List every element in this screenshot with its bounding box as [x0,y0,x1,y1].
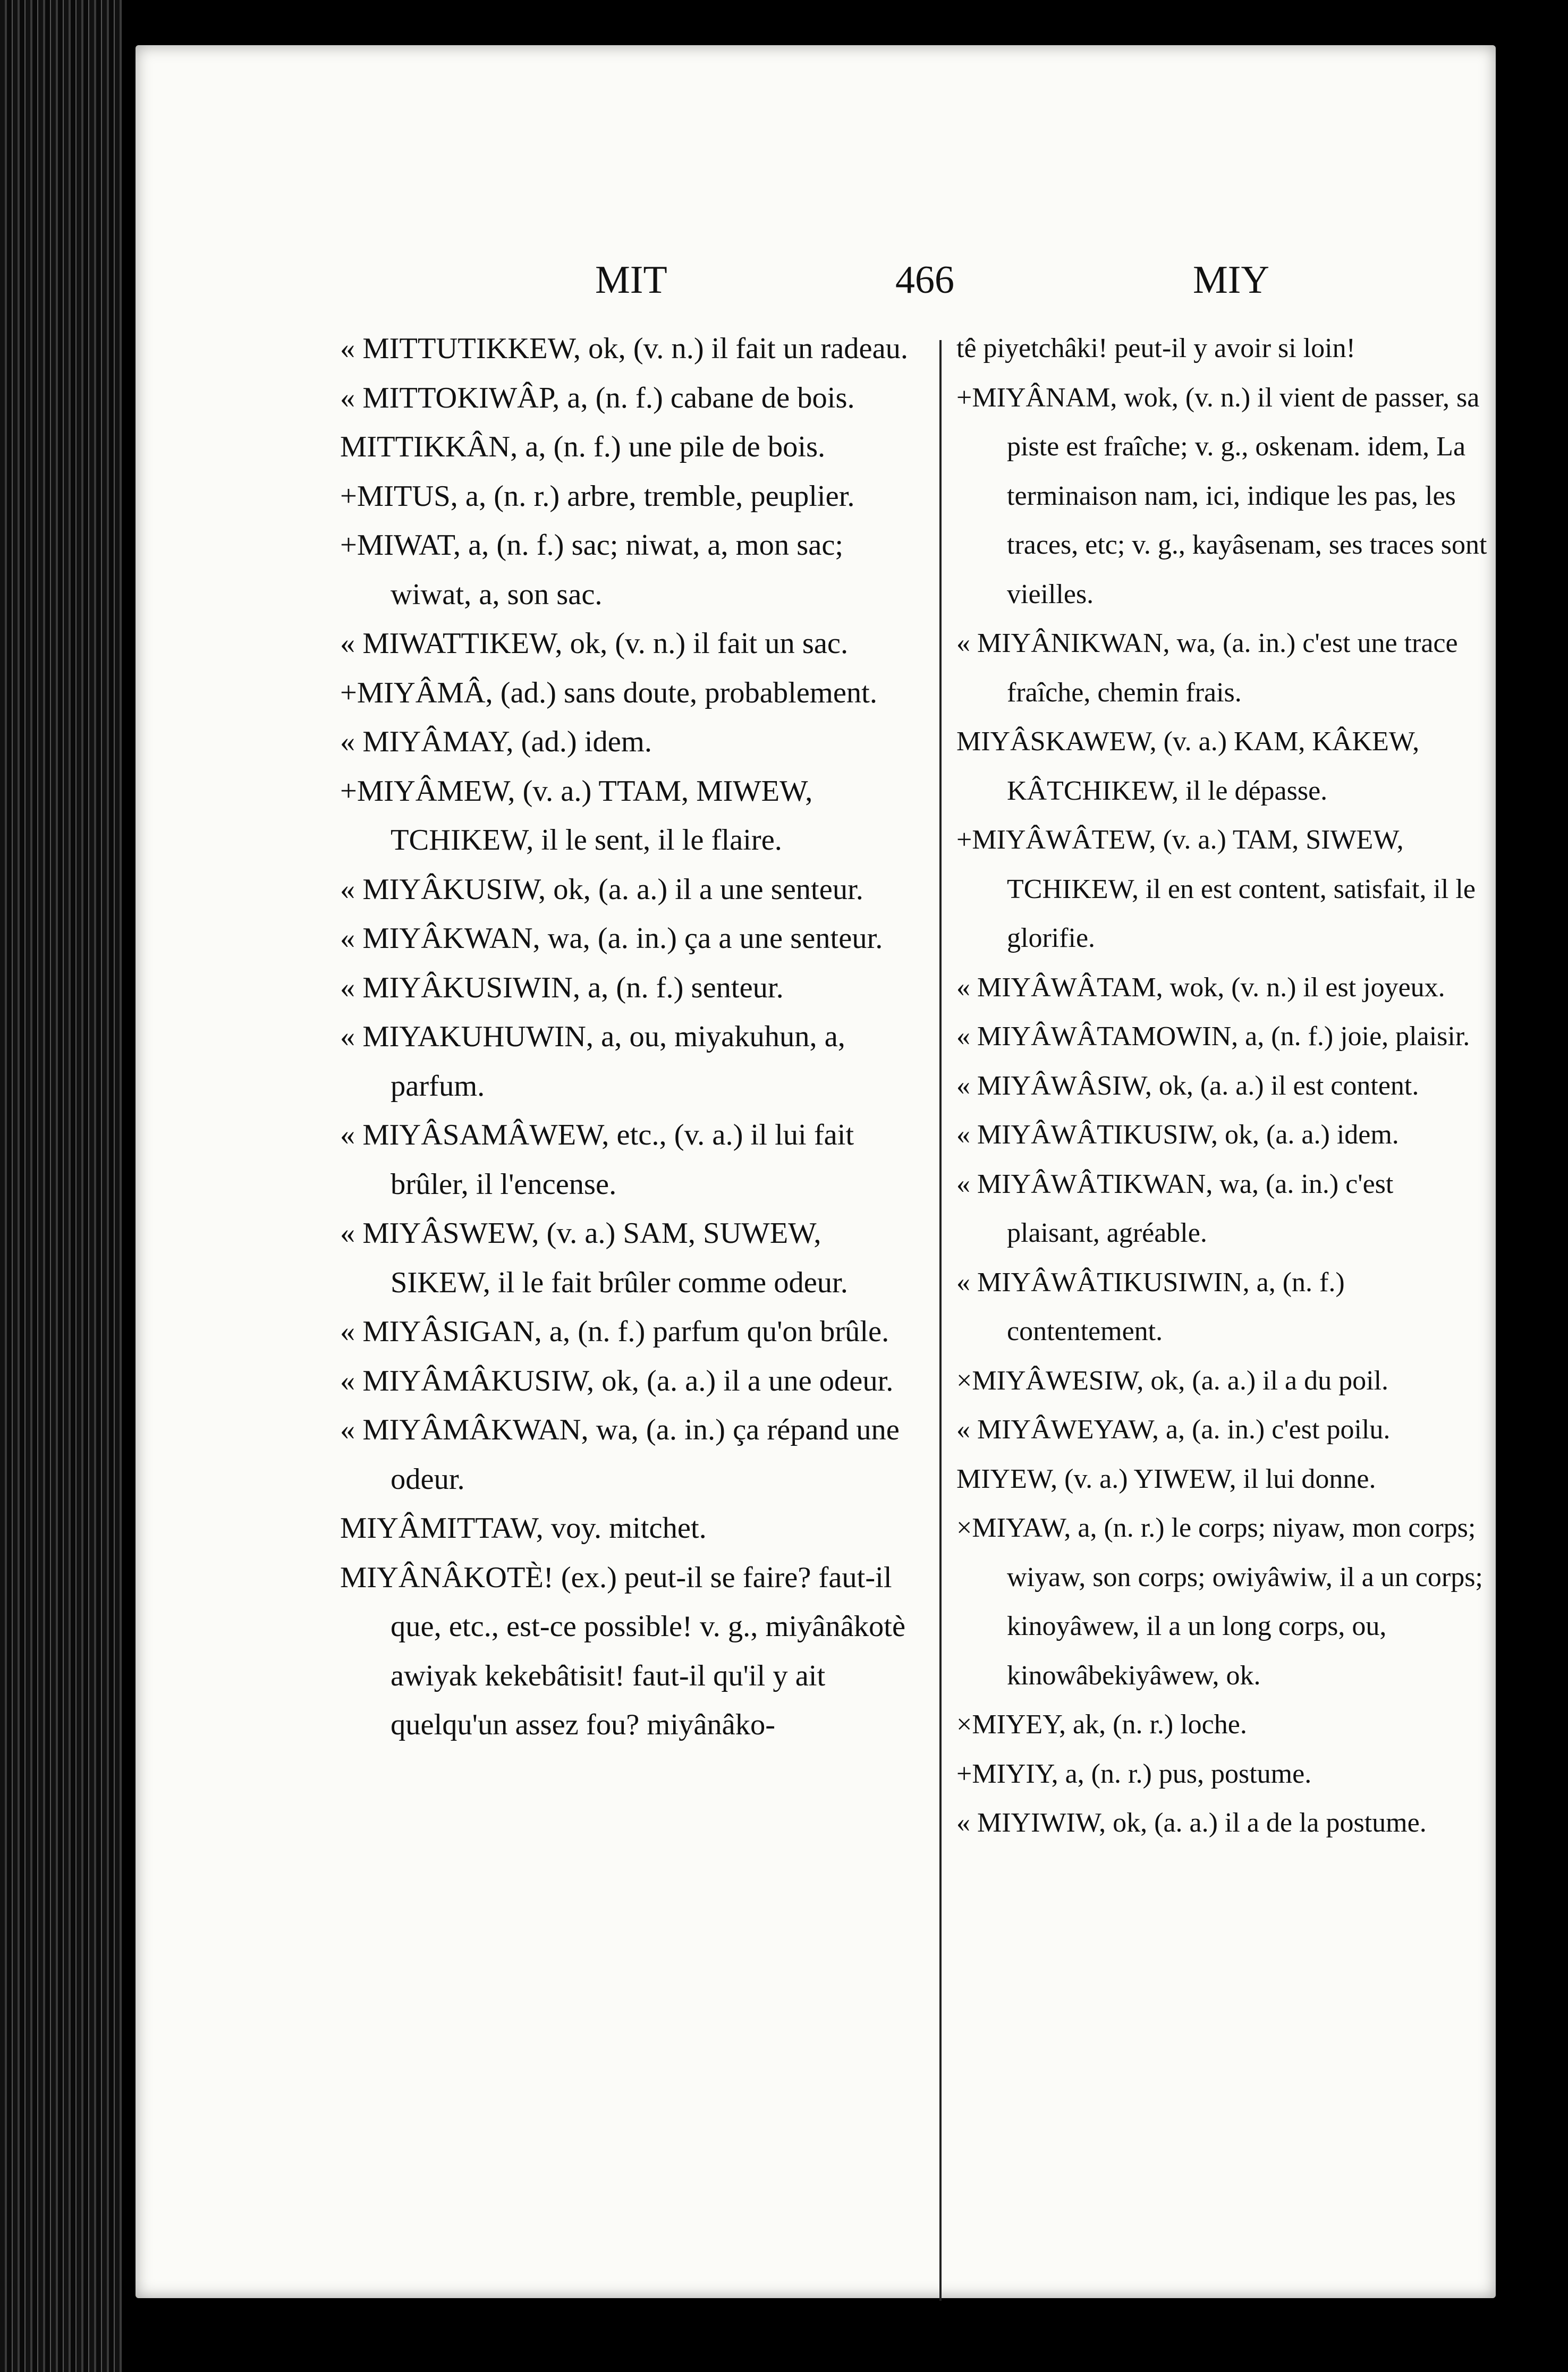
dictionary-entry: « MIYÂMAY, (ad.) idem. [340,725,652,758]
dictionary-entry: « MIYÂWÂTAM, wok, (v. n.) il est joyeux. [956,972,1445,1003]
dictionary-entry: « MIYÂKUSIWIN, a, (n. f.) senteur. [340,971,784,1004]
dictionary-entry: « MIYÂWÂSIW, ok, (a. a.) il est content. [956,1070,1419,1101]
scan-binding-edge [0,0,122,2372]
dictionary-entry: « MIYÂWÂTIKWAN, wa, (a. in.) c'est plaisant, agréable. [956,1168,1394,1248]
dictionary-entry: +MIYIY, a, (n. r.) pus, postume. [956,1758,1312,1789]
left-column [340,324,911,1750]
dictionary-entry: « MIYÂMÂKUSIW, ok, (a. a.) il a une odeur. [340,1364,894,1397]
dictionary-entry: « MIYÂSIGAN, a, (n. f.) parfum qu'on brûle. [340,1315,889,1348]
dictionary-entry: +MIWAT, a, (n. f.) sac; niwat, a, mon sac; wiwat, a, son sac. [340,529,844,611]
dictionary-entry: « MIYÂMÂKWAN, wa, (a. in.) ça répand une odeur. [340,1413,900,1496]
dictionary-entry: « MIYÂKWAN, wa, (a. in.) ça a une senteur. [340,922,883,955]
column-divider [939,340,942,2301]
dictionary-entry: « MIYÂWÂTIKUSIW, ok, (a. a.) idem. [956,1120,1399,1150]
dictionary-entry: « MIYÂKUSIW, ok, (a. a.) il a une senteur. [340,872,863,906]
dictionary-entry: MITTIKKÂN, a, (n. f.) une pile de bois. [340,430,826,463]
dictionary-entry: « MIWATTIKEW, ok, (v. n.) il fait un sac. [340,627,849,660]
dictionary-entry: « MIYÂSWEW, (v. a.) SAM, SUWEW, SIKEW, il le fait brûler comme odeur. [340,1217,848,1299]
dictionary-entry: ×MIYÂWESIW, ok, (a. a.) il a du poil. [956,1365,1389,1396]
dictionary-entry: MIYEW, (v. a.) YIWEW, il lui donne. [956,1463,1376,1494]
dictionary-entry: MIYÂSKAWEW, (v. a.) KAM, KÂKEW, KÂTCHIKEW, il le dépasse. [956,726,1420,806]
dictionary-entry: MIYÂNÂKOTÈ! (ex.) peut-il se faire? faut-il que, etc., est-ce possible! v. g., miyânâkotè awiyak kekebâtisit! faut-il qu'il y ait quelqu'un assez fou? miyânâko- [340,1561,906,1741]
dictionary-entry: MIYÂMITTAW, voy. mitchet. [340,1512,707,1545]
running-head-left: MIT [595,258,667,302]
page-number: 466 [895,258,954,302]
dictionary-entry: « MITTOKIWÂP, a, (n. f.) cabane de bois. [340,381,855,414]
dictionary-entry: +MITUS, a, (n. r.) arbre, tremble, peuplier. [340,479,855,513]
dictionary-entry: +MIYÂNAM, wok, (v. n.) il vient de passer, sa piste est fraîche; v. g., oskenam. idem, La terminaison nam, ici, indique les pas, les traces, etc; v. g., kayâsenam, ses traces sont vieilles. [956,382,1487,609]
right-column [956,324,1488,1848]
running-head-right: MIY [1193,258,1269,302]
dictionary-entry: +MIYÂMEW, (v. a.) TTAM, MIWEW, TCHIKEW, il le sent, il le flaire. [340,774,813,857]
dictionary-entry: « MITTUTIKKEW, ok, (v. n.) il fait un radeau. [340,332,909,365]
dictionary-entry: +MIYÂMÂ, (ad.) sans doute, probablement. [340,676,877,709]
dictionary-entry: « MIYÂWÂTIKUSIWIN, a, (n. f.) contentement. [956,1267,1345,1346]
dictionary-entry: « MIYÂWEYAW, a, (a. in.) c'est poilu. [956,1414,1391,1445]
dictionary-entry: « MIYIWIW, ok, (a. a.) il a de la postume. [956,1808,1427,1838]
dictionary-entry: « MIYAKUHUWIN, a, ou, miyakuhun, a, parfum. [340,1020,845,1103]
dictionary-entry: ×MIYEY, ak, (n. r.) loche. [956,1709,1247,1740]
dictionary-entry: « MIYÂWÂTAMOWIN, a, (n. f.) joie, plaisir. [956,1021,1470,1052]
dictionary-entry: tê piyetchâki! peut-il y avoir si loin! [956,333,1355,363]
dictionary-entry: « MIYÂNIKWAN, wa, (a. in.) c'est une trace fraîche, chemin frais. [956,628,1458,708]
dictionary-entry: ×MIYAW, a, (n. r.) le corps; niyaw, mon corps; wiyaw, son corps; owiyâwiw, il a un corps; kinoyâwew, il a un long corps, ou, kinowâbekiyâwew, ok. [956,1513,1483,1691]
dictionary-entry: +MIYÂWÂTEW, (v. a.) TAM, SIWEW, TCHIKEW, il en est content, satisfait, il le glorifie. [956,825,1476,953]
dictionary-entry: « MIYÂSAMÂWEW, etc., (v. a.) il lui fait brûler, il l'encense. [340,1119,854,1201]
